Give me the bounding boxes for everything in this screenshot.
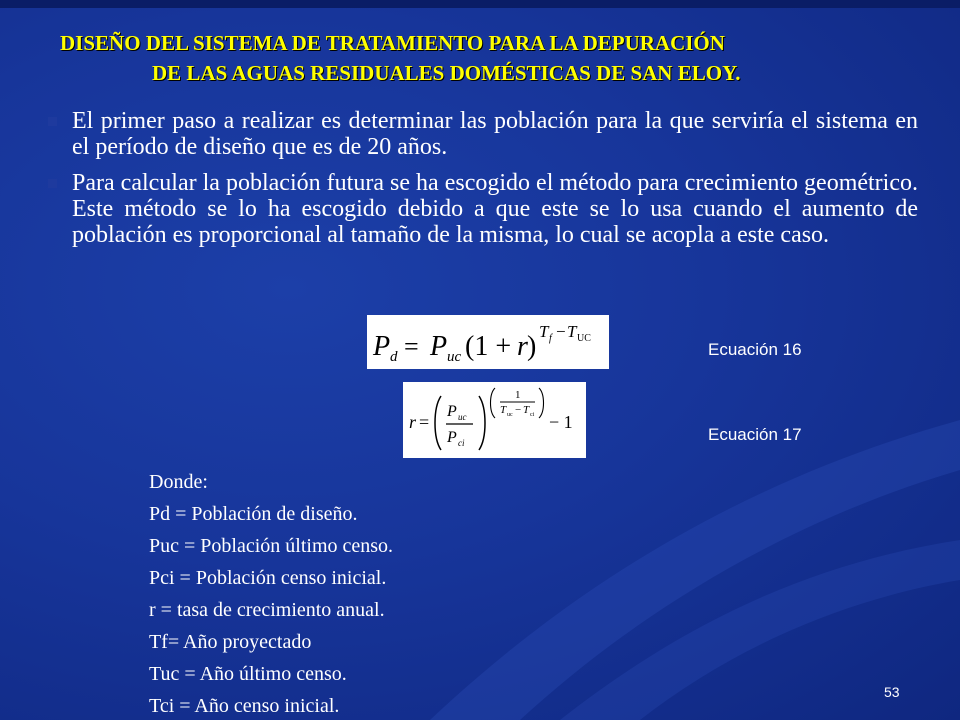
definition-item: Tuc = Año último censo. [149, 663, 347, 685]
svg-text:): ) [527, 331, 537, 362]
equation-16-image [367, 315, 609, 369]
definition-item: Tf= Año proyectado [149, 631, 312, 653]
definition-item: Pd = Población de diseño. [149, 503, 358, 525]
svg-text:r: r [517, 331, 528, 362]
svg-text:(1 +: (1 + [465, 331, 512, 362]
svg-text:P: P [373, 331, 391, 362]
definition-item: Tci = Año censo inicial. [149, 695, 340, 717]
svg-text:P: P [447, 429, 457, 446]
paragraph-2 [48, 170, 918, 248]
equation-17-image [403, 382, 586, 458]
definition-item: r = tasa de crecimiento anual. [149, 599, 385, 621]
definition-item: Puc = Población último censo. [149, 535, 394, 557]
equation-16-formula [367, 315, 609, 369]
svg-text:T: T [539, 322, 549, 341]
svg-text:P: P [430, 331, 448, 362]
svg-text:f: f [549, 333, 552, 344]
svg-text:=: = [404, 332, 419, 361]
equation-17-label: Ecuación 17 [708, 425, 802, 444]
body-text [48, 108, 918, 258]
svg-text:uc: uc [507, 412, 513, 418]
svg-text:r: r [409, 412, 417, 432]
svg-text:T: T [500, 404, 507, 416]
title-line-2: DE LAS AGUAS RESIDUALES DOMÉSTICAS DE SAN ELOY. [152, 61, 741, 85]
svg-text:uc: uc [458, 412, 467, 422]
svg-text:P: P [447, 403, 457, 420]
page-number: 53 [884, 684, 900, 700]
paragraph-1 [48, 108, 918, 160]
title-line-1: DISEÑO DEL SISTEMA DE TRATAMIENTO PARA LA DEPURACIÓN [60, 31, 725, 55]
slide-title [40, 28, 940, 88]
svg-text:d: d [390, 349, 398, 365]
svg-text:ci: ci [458, 438, 465, 448]
svg-text:T: T [567, 322, 577, 341]
definition-item: Pci = Población censo inicial. [149, 567, 387, 589]
definitions-list [149, 466, 393, 720]
paragraph-1-text: El primer paso a realizar es determinar las población para la que serviría el sistema en el período de diseño que es de 20 años. [72, 108, 918, 160]
bullet-icon [48, 179, 57, 188]
svg-text:−: − [515, 404, 522, 416]
svg-text:UC: UC [577, 333, 591, 344]
equation-16-label: Ecuación 16 [708, 340, 802, 359]
svg-text:uc: uc [447, 349, 462, 365]
equation-17-formula [403, 382, 586, 458]
svg-text:−: − [556, 322, 566, 341]
svg-text:− 1: − 1 [549, 412, 573, 432]
svg-text:T: T [523, 404, 530, 416]
svg-text:1: 1 [515, 389, 521, 401]
paragraph-2-text: Para calcular la población futura se ha escogido el método para crecimiento geométrico. Este método se lo ha escogido debido a que este se lo usa cuando el aumento de población es proporcional al tamaño de la misma, lo cual se acopla a este caso. [72, 170, 918, 248]
svg-text:=: = [419, 412, 430, 432]
definitions-heading: Donde: [149, 471, 208, 493]
svg-text:ci: ci [530, 412, 535, 418]
bullet-icon [48, 117, 57, 126]
